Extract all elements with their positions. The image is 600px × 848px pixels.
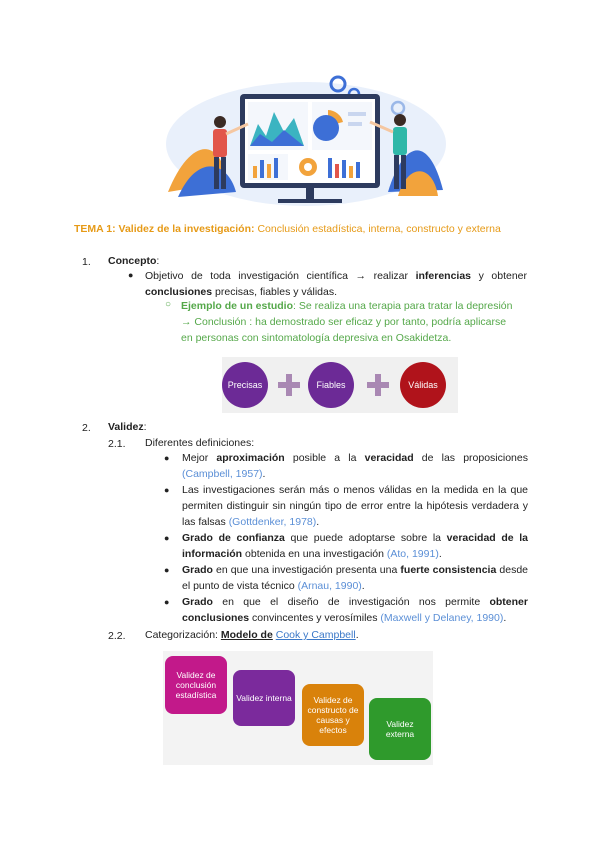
- circle-precisas: Precisas: [222, 362, 268, 408]
- categorization-line: [145, 627, 359, 643]
- def-end: .: [262, 468, 266, 480]
- heading-subtitle: Conclusión estadística, interna, constructo y externa: [257, 223, 501, 235]
- subsection-number: 2.1.: [108, 438, 126, 450]
- def-text: en que el diseño de investigación nos permite: [212, 596, 490, 608]
- def-citation: (Arnau, 1990): [297, 580, 362, 592]
- plus-icon: [278, 374, 300, 396]
- bullet-icon: ●: [164, 565, 170, 575]
- plus-icon: [367, 374, 389, 396]
- subsection-title: Diferentes definiciones:: [145, 437, 255, 449]
- def-text: Las investigaciones serán más o menos válidas en la medida en la que permiten distinguir sin ningún tipo de error entre la hipótesis verdadera y las falsas: [182, 484, 528, 528]
- cook-campbell-link[interactable]: Cook y Campbell: [275, 629, 356, 641]
- def-citation: (Ato, 1991): [386, 548, 439, 560]
- def-citation: (Gottdenker, 1978): [228, 516, 317, 528]
- section1-bullet: [145, 268, 527, 300]
- bullet-text-3: precisas, fiables y válidas.: [215, 286, 338, 298]
- def-text: que puede adoptarse sobre la: [284, 532, 447, 544]
- definitions-list: [164, 450, 528, 626]
- bullet-text-2: y obtener: [478, 270, 528, 282]
- section1-example: [181, 298, 527, 346]
- categorization-end: .: [355, 629, 359, 641]
- heading-title: Validez de la investigación:: [118, 223, 255, 235]
- def-text: en que una investigación presenta una: [212, 564, 401, 576]
- heading-tema: TEMA 1:: [74, 223, 116, 235]
- def-bold: obtener conclusiones: [182, 596, 528, 624]
- concept-circles-diagram: [222, 357, 458, 413]
- def-citation: (Maxwell y Delaney, 1990): [380, 612, 504, 624]
- document-heading: [74, 223, 501, 235]
- bullet-icon: ●: [128, 270, 134, 280]
- section2-title-text: Validez: [108, 421, 144, 433]
- def-text: convincentes y verosímiles: [249, 612, 381, 624]
- definition-item: [164, 482, 528, 530]
- section1-title-text: Concepto: [108, 255, 157, 267]
- circle-bullet-icon: ○: [165, 299, 172, 310]
- section1-title: Concepto:: [108, 255, 160, 267]
- definition-item: [164, 450, 528, 482]
- subsection-number: 2.2.: [108, 630, 126, 642]
- bullet-bold-1: inferencias: [415, 270, 472, 282]
- def-text: desde el punto de vista técnico: [182, 564, 529, 592]
- def-bold: fuerte consistencia: [400, 564, 497, 576]
- circle-validas: Válidas: [400, 362, 446, 408]
- def-bold: Grado de confianza: [182, 532, 285, 544]
- section2-title: Validez:: [108, 421, 147, 433]
- definition-item: [164, 562, 528, 594]
- hero-illustration: [158, 72, 454, 210]
- bullet-icon: ●: [164, 485, 170, 495]
- def-bold: Grado: [182, 596, 213, 608]
- categorization-label: Categorización:: [145, 629, 218, 641]
- step-validez-interna: Validez interna: [233, 670, 295, 726]
- def-end: .: [503, 612, 507, 624]
- def-bold: Grado: [182, 564, 213, 576]
- example-text-2: → Conclusión : ha demostrado ser eficaz y por tanto, podría aplicarse: [181, 316, 507, 328]
- step-validez-externa: Validez externa: [369, 698, 431, 760]
- section2-number: 2.: [82, 422, 91, 434]
- def-bold: aproximación: [216, 452, 285, 464]
- example-label: Ejemplo de un estudio: [181, 300, 294, 312]
- def-end: .: [361, 580, 365, 592]
- example-text-3: en personas con sintomatología depresiva en Osakidetza.: [181, 332, 452, 344]
- def-text: de las proposiciones: [413, 452, 528, 464]
- def-end: .: [316, 516, 320, 528]
- definition-item: [164, 594, 528, 626]
- def-text: Mejor: [182, 452, 217, 464]
- bullet-bold-2: conclusiones: [145, 286, 213, 298]
- bullet-text-1: Objetivo de toda investigación científica → realizar: [145, 270, 409, 282]
- section1-number: 1.: [82, 256, 91, 268]
- bullet-icon: ●: [164, 453, 170, 463]
- example-text-1: : Se realiza una terapia para tratar la depresión: [293, 300, 513, 312]
- def-citation: (Campbell, 1957): [182, 468, 263, 480]
- step-validez-constructo: Validez de constructo de causas y efectos: [302, 684, 364, 746]
- model-label: Modelo de: [220, 629, 273, 641]
- def-end: .: [438, 548, 442, 560]
- def-bold: veracidad: [364, 452, 414, 464]
- circle-fiables: Fiables: [308, 362, 354, 408]
- bullet-icon: ●: [164, 597, 170, 607]
- definition-item: [164, 530, 528, 562]
- def-bold: veracidad de la información: [182, 532, 529, 560]
- def-text: obtenida en una investigación: [242, 548, 387, 560]
- bullet-icon: ●: [164, 533, 170, 543]
- def-text: posible a la: [284, 452, 365, 464]
- step-conclusion-estadistica: Validez de conclusión estadística: [165, 656, 227, 714]
- validity-types-diagram: [163, 651, 433, 765]
